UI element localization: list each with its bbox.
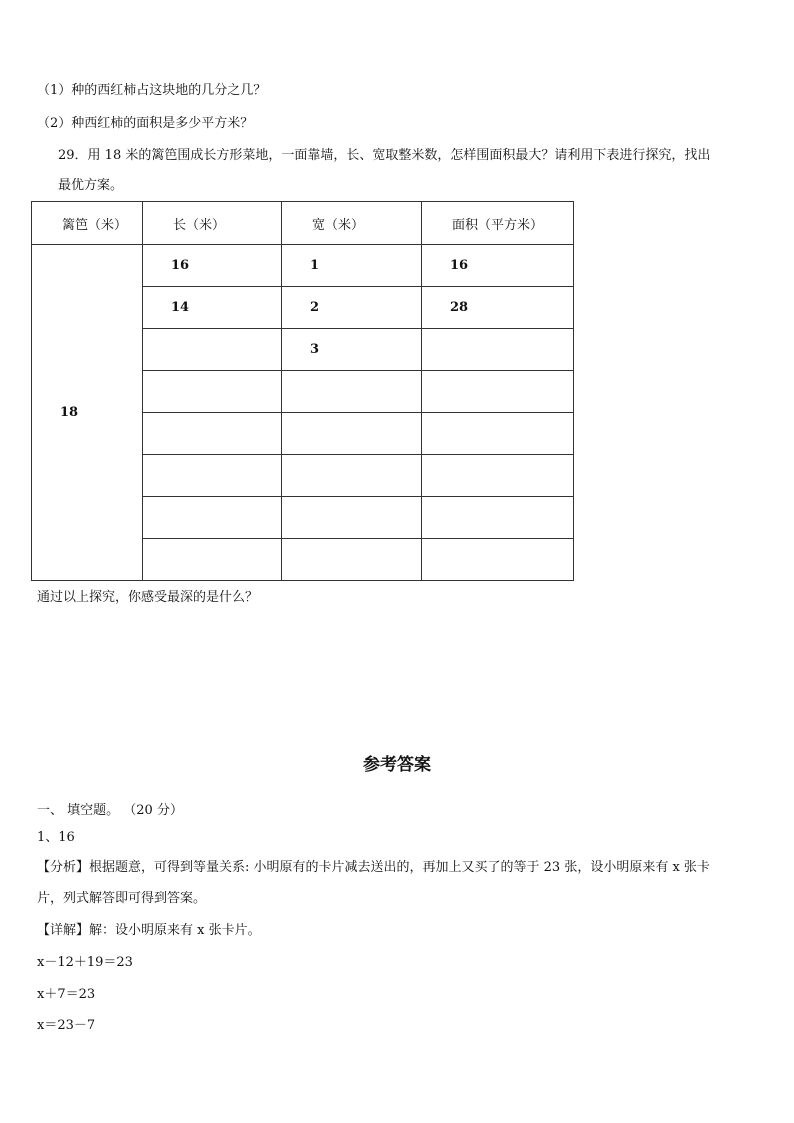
- width-cell: 1: [282, 245, 422, 287]
- question-1: （1）种的西红柿占这块地的几分之几？: [37, 83, 267, 98]
- area-cell: [422, 371, 574, 413]
- question-2: （2）种西红柿的面积是多少平方米？: [37, 116, 254, 131]
- header-width: 宽（米）: [282, 202, 422, 245]
- width-cell: [282, 371, 422, 413]
- width-cell: 3: [282, 329, 422, 371]
- width-cell: [282, 455, 422, 497]
- header-area: 面积（平方米）: [422, 202, 574, 245]
- question-29-line1: 29．用 18 米的篱笆围成长方形菜地，一面靠墙，长、宽取整米数，怎样围面积最大？请利用下表进行探究，找出: [58, 148, 711, 163]
- length-cell: [143, 539, 282, 581]
- area-cell: [422, 539, 574, 581]
- area-cell: [422, 413, 574, 455]
- area-cell: [422, 455, 574, 497]
- exploration-table: [31, 201, 574, 581]
- length-cell: 16: [143, 245, 282, 287]
- equation-3: x＝23－7: [37, 1018, 96, 1033]
- area-cell: 28: [422, 287, 574, 329]
- width-cell: [282, 413, 422, 455]
- area-cell: [422, 497, 574, 539]
- length-cell: [143, 455, 282, 497]
- width-cell: [282, 497, 422, 539]
- analysis-line2: 片，列式解答即可得到答案。: [37, 891, 207, 906]
- answers-title: 参考答案: [363, 755, 431, 775]
- equation-2: x＋7＝23: [37, 987, 96, 1002]
- header-fence: 篱笆（米）: [32, 202, 143, 245]
- table-row: [32, 245, 574, 287]
- length-cell: [143, 497, 282, 539]
- analysis-line1: 【分析】根据题意，可得到等量关系: 小明原有的卡片减去送出的，再加上又买了的等于 23 张，设小明原来有 x 张卡: [37, 860, 710, 875]
- header-length: 长（米）: [143, 202, 282, 245]
- area-cell: 16: [422, 245, 574, 287]
- fence-value-cell: 18: [32, 245, 143, 581]
- detail-line: 【详解】解：设小明原来有 x 张卡片。: [37, 923, 261, 938]
- width-cell: 2: [282, 287, 422, 329]
- answer-item-1: 1、16: [37, 830, 75, 845]
- length-cell: [143, 371, 282, 413]
- answers-section: 一、 填空题。 （20 分）: [37, 803, 183, 818]
- equation-1: x－12＋19＝23: [37, 955, 133, 970]
- area-cell: [422, 329, 574, 371]
- reflection-question: 通过以上探究，你感受最深的是什么？: [37, 590, 259, 605]
- length-cell: 14: [143, 287, 282, 329]
- length-cell: [143, 413, 282, 455]
- table-header-row: [32, 202, 574, 245]
- width-cell: [282, 539, 422, 581]
- length-cell: [143, 329, 282, 371]
- question-29-line2: 最优方案。: [58, 178, 124, 193]
